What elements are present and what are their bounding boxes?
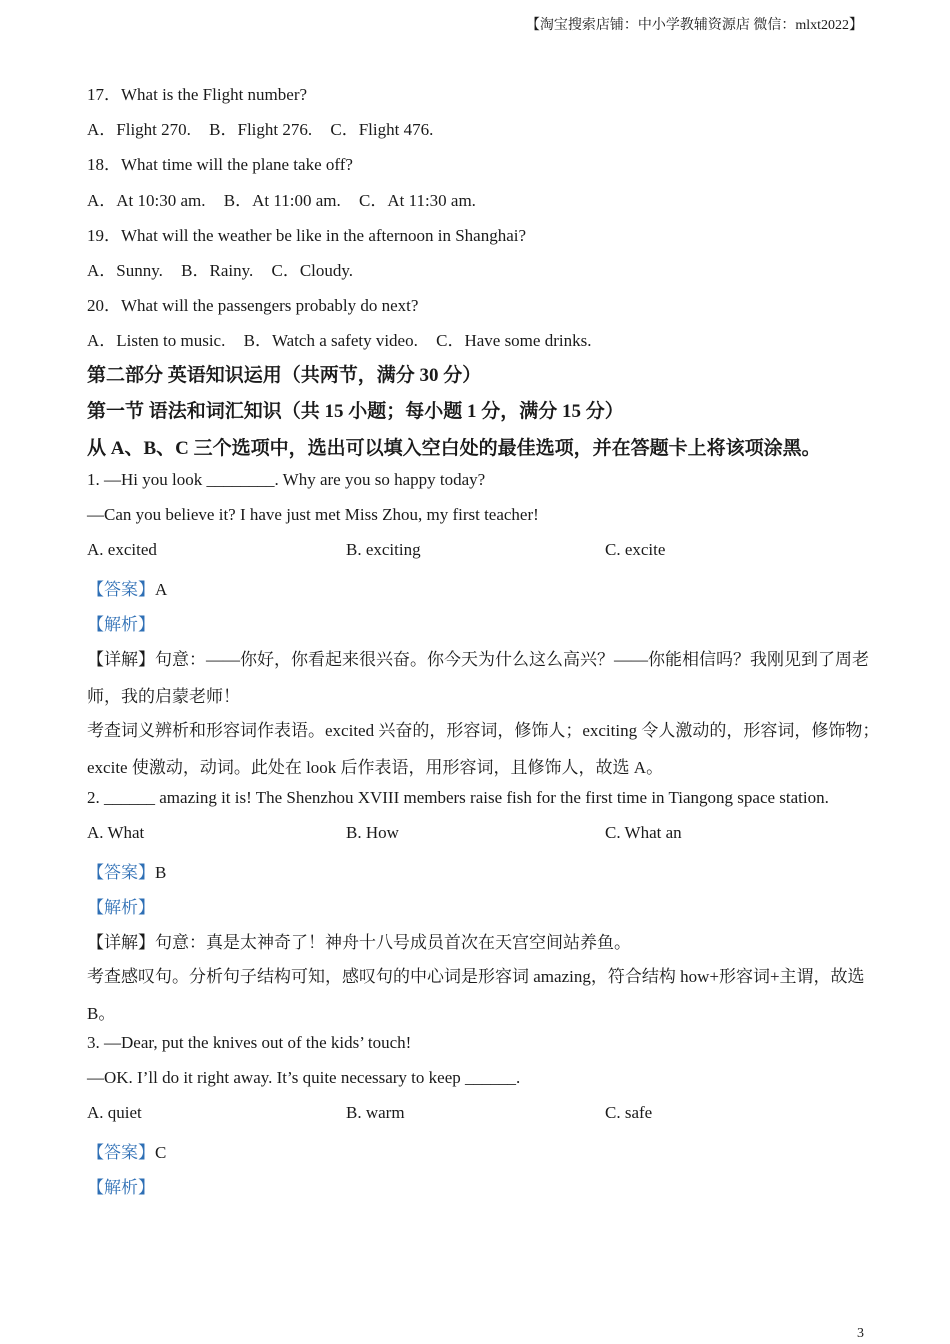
q2-detail2: 考查感叹句。分析句子结构可知，感叹句的中心词是形容词 amazing，符合结构 how+形容词+主谓，故选 xyxy=(87,967,865,986)
q3-line2: —OK. I’ll do it right away. It’s quite necessary to keep ______. xyxy=(87,1068,521,1087)
option-c: C. What an xyxy=(605,823,682,842)
option-a: A．Listen to music. xyxy=(87,331,226,350)
q1-answer xyxy=(87,575,167,600)
q1-detail2: 师，我的启蒙老师！ xyxy=(87,687,240,706)
q1-analysis-tag: 【解析】 xyxy=(87,615,155,634)
section-title: 第一节 语法和词汇知识（共 15 小题；每小题 1 分，满分 15 分） xyxy=(87,401,624,422)
option-b: B．Flight 276. xyxy=(209,120,313,139)
option-b: B. warm xyxy=(346,1103,405,1122)
question-19-options xyxy=(87,256,353,281)
q2-analysis-tag: 【解析】 xyxy=(87,898,155,917)
answer-tag: 【答案】 xyxy=(87,1143,155,1162)
option-a: A．At 10:30 am. xyxy=(87,191,206,210)
question-19: 19．What will the weather be like in the afternoon in Shanghai? xyxy=(87,226,527,245)
option-c: C. safe xyxy=(605,1103,653,1122)
option-a: A．Sunny. xyxy=(87,261,163,280)
q1-detail3: 考查词义辨析和形容词作表语。excited 兴奋的，形容词，修饰人；exciting 令人激动的，形容词，修饰物； xyxy=(87,721,880,740)
q1-detail4: excite 使激动，动词。此处在 look 后作表语，用形容词，且修饰人，故选 A。 xyxy=(87,758,664,777)
option-c: C．Cloudy. xyxy=(271,261,354,280)
option-b: B. exciting xyxy=(346,540,421,559)
answer-value: A xyxy=(155,580,168,599)
q3-answer xyxy=(87,1138,166,1163)
answer-value: C xyxy=(155,1143,167,1162)
option-c: C．Have some drinks. xyxy=(436,331,592,350)
answer-tag: 【答案】 xyxy=(87,580,155,599)
option-b: B．At 11:00 am. xyxy=(223,191,341,210)
q2-detail3: B。 xyxy=(87,1004,116,1023)
part-title: 第二部分 英语知识运用（共两节，满分 30 分） xyxy=(87,365,482,386)
option-c: C. excite xyxy=(605,540,666,559)
question-17: 17．What is the Flight number? xyxy=(87,85,308,104)
option-c: C．Flight 476. xyxy=(330,120,434,139)
question-20-options xyxy=(87,326,591,351)
answer-value: B xyxy=(155,863,167,882)
section-instruction: 从 A、B、C 三个选项中，选出可以填入空白处的最佳选项，并在答题卡上将该项涂黑。 xyxy=(87,438,821,459)
option-b: B．Rainy. xyxy=(181,261,254,280)
q3-options xyxy=(87,1103,862,1127)
question-20: 20．What will the passengers probably do next? xyxy=(87,296,419,315)
q3-analysis-tag: 【解析】 xyxy=(87,1178,155,1197)
q2-options xyxy=(87,823,862,847)
q1-options xyxy=(87,540,862,564)
option-a: A. What xyxy=(87,823,145,842)
option-a: A. quiet xyxy=(87,1103,142,1122)
q2-line1: 2. ______ amazing it is! The Shenzhou XVIII members raise fish for the first time in Tiangong space station. xyxy=(87,788,829,807)
question-18: 18．What time will the plane take off? xyxy=(87,155,353,174)
q2-answer xyxy=(87,858,166,883)
option-a: A. excited xyxy=(87,540,157,559)
option-b: B. How xyxy=(346,823,399,842)
q1-line1: 1. —Hi you look ________. Why are you so happy today? xyxy=(87,470,486,489)
option-b: B．Watch a safety video. xyxy=(243,331,418,350)
q3-line1: 3. —Dear, put the knives out of the kids’ touch! xyxy=(87,1033,412,1052)
option-a: A．Flight 270. xyxy=(87,120,191,139)
q1-detail1: 【详解】句意：——你好，你看起来很兴奋。你今天为什么这么高兴？——你能相信吗？我刚见到了周老 xyxy=(87,650,869,669)
page-number: 3 xyxy=(857,1326,864,1341)
page-header: 【淘宝搜索店铺：中小学教辅资源店 微信：mlxt2022】 xyxy=(525,18,863,33)
q1-line2: —Can you believe it? I have just met Miss Zhou, my first teacher! xyxy=(87,505,539,524)
q2-detail1: 【详解】句意：真是太神奇了！神舟十八号成员首次在天宫空间站养鱼。 xyxy=(87,933,631,952)
question-18-options xyxy=(87,186,476,211)
answer-tag: 【答案】 xyxy=(87,863,155,882)
option-c: C．At 11:30 am. xyxy=(358,191,476,210)
question-17-options xyxy=(87,115,433,140)
